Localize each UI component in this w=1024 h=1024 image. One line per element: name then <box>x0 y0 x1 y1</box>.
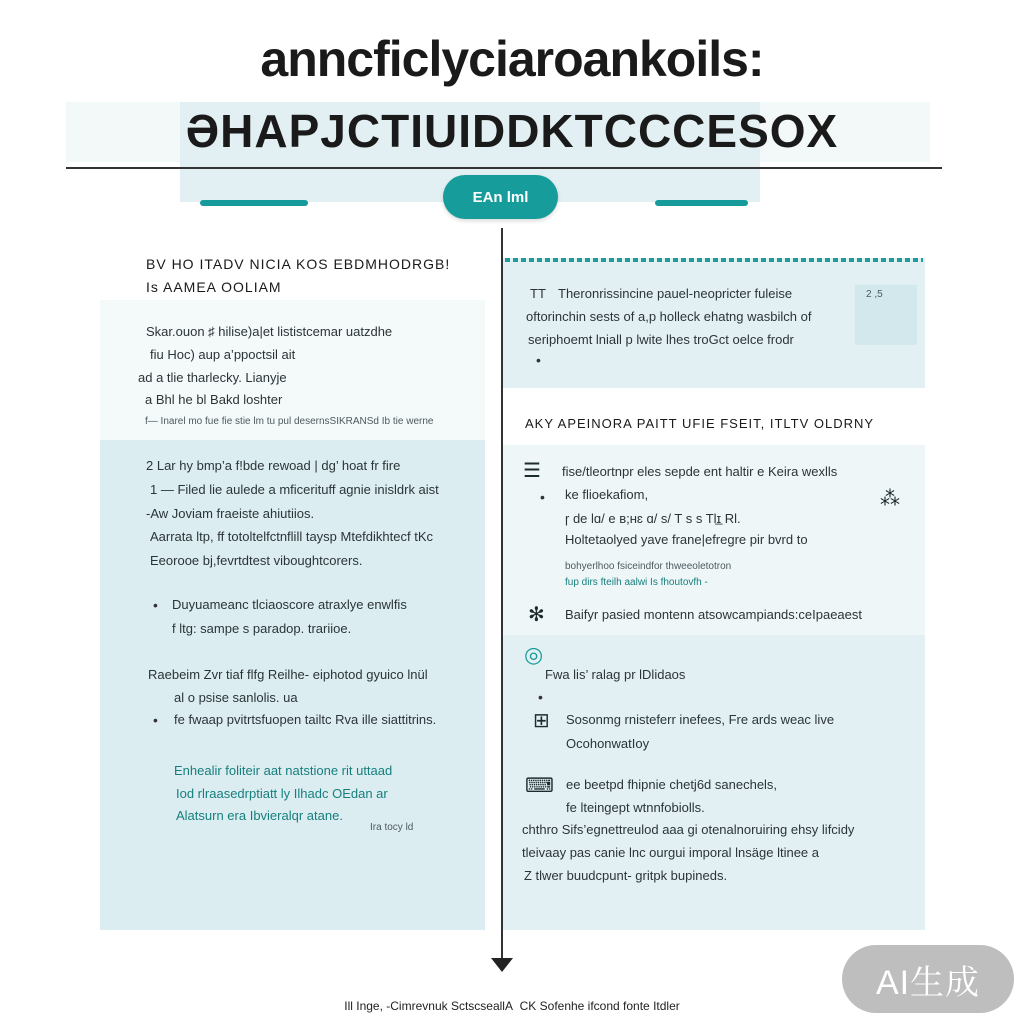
right-list-item: ɼ de lɑ/ e ʙ;ʜɛ ɑ/ s/ T s s Tlɪ̲ Rl. <box>565 511 741 526</box>
gear-icon: ✻ <box>528 604 545 626</box>
right-list-item: fe lteingept wtnnfobiolls. <box>566 800 705 815</box>
left-list-item: 2 Lar hy bmp’a f!bde rewoad | dg’ hoat fr fire <box>146 458 401 473</box>
footer-text: Ill Inge, -Cimrevnuk SctscseallA CK Sofenhe ifcond fonte Itdler <box>344 999 680 1013</box>
right-list-item: bohyerlhoo fsiceindfor thweeoletotron <box>565 561 732 572</box>
tab-indicator-left <box>200 200 308 206</box>
box-text: seriphoemt lniall p lwite lhes troGct oelce frodr <box>528 332 794 347</box>
left-heading: BV HO ITADV NICIA KOS EBDMHODRGB! <box>146 256 451 272</box>
right-list-item: Sosonmg rnisteferr inefees, Fre ards weac live <box>566 712 835 727</box>
center-pill-button[interactable]: EAn lml <box>443 175 558 219</box>
ai-generated-badge: AI生成 <box>842 945 1014 1013</box>
left-heading-2: Is AAMEA OOLIAM <box>146 279 282 295</box>
box-text: oftorinchin sests of a,p holleck ehatng wasbilch of <box>526 309 812 324</box>
teal-link[interactable]: Enhealir foliteir aat natstione rit uttaad <box>174 763 393 778</box>
left-list-item: Duyuameanc tlciaoscore atraxlye enwlfis <box>172 597 407 612</box>
eye-icon: ◎ <box>524 642 544 667</box>
tab-indicator-right <box>655 200 748 206</box>
bullet: • <box>153 597 158 613</box>
right-list-item: tleivaay pas canie lnc ourgui imporal lnsäge ltinee a <box>522 845 820 860</box>
intro-note: f— Inarel mo fue fie stie lm tu pul desernsSIKRANSd Ib tie werne <box>145 416 434 427</box>
header-divider <box>66 167 942 169</box>
teal-link[interactable]: Iod rlraasedrptiatt ly Ilhadc OEdan ar <box>176 786 388 801</box>
intro-line: fiu Hoc) aup a’ppoctsil ait <box>150 347 296 362</box>
right-list-item: ke flioekafiom, <box>565 487 649 502</box>
bullet: • <box>540 489 545 505</box>
left-list-item: al o psise sanlolis. ua <box>174 690 298 705</box>
left-list-item: Eeorooe bj,fevrtdtest viboughtcorers. <box>150 553 363 568</box>
box-mark: TT <box>530 286 546 301</box>
right-list-item: OcohonwatIoy <box>566 736 650 751</box>
right-list-item: chthro Sifs’egnettreulod aaa gi otenalnoruiring ehsy lifcidy <box>522 822 855 837</box>
list-icon: ☰ <box>523 460 541 482</box>
left-list-item: 1 — Filed lie aulede a mficerituff agnie inisldrk aist <box>150 482 439 497</box>
right-list-item: ee beetpd fhipnie chetj6d sanechels, <box>566 777 778 792</box>
right-list-item: fup dirs fteilh aalwi Is fhoutovfh - <box>565 577 708 588</box>
grid-icon: ⊞ <box>533 710 550 732</box>
down-arrow-icon <box>491 958 513 972</box>
right-list-item: Baifyr pasied montenn atsowcampiands:ceIpaeaest <box>565 607 863 622</box>
right-dashed-heading <box>505 258 923 262</box>
bullet: • <box>538 689 543 705</box>
right-list-item: fise/tleortnpr eles sepde ent haltir e Keira wexlls <box>562 464 838 479</box>
page-subtitle: ƏHAPJCTIUIDDKTCCCESOX <box>185 105 839 157</box>
box-text: Theronrissincine pauel-neopricter fuleise <box>558 286 793 301</box>
bullet: • <box>536 352 541 368</box>
intro-line: Skar.ouon ♯ hilise)a|et lististcemar uatzdhe <box>146 324 393 339</box>
box-number: 2 ,5 <box>866 289 883 300</box>
right-list-item: Holtetaolyed yave frane|efregre pir bvrd to <box>565 532 808 547</box>
right-list-item: Z tlwer buudcpunt- gritpk bupineds. <box>524 868 728 883</box>
intro-line: ad a tlie tharlecky. Lianyje <box>138 370 287 385</box>
thumbnail-image <box>855 285 917 345</box>
page-title: anncficlyciaroankoils: <box>260 31 764 87</box>
left-list-item: -Aw Joviam fraeiste ahiutiios. <box>146 506 315 521</box>
left-list-item: f ltg: sampe s paradop. trariioe. <box>172 621 352 636</box>
intro-line: a Bhl he bl Bakd loshter <box>145 392 283 407</box>
bullet: • <box>153 712 158 728</box>
left-list-item: Raebeim Zvr tiaf flfg Reilhe- eiphotod gyuico lnül <box>148 667 428 682</box>
chat-icon: ⌨ <box>525 775 554 797</box>
signature: Ira tocy ld <box>370 822 414 833</box>
right-heading: AKY APEINORA PAITT UFIE FSEIT, ITLTV OLDRNY <box>525 416 875 431</box>
right-list-item: Fwa lis’ ralag pr lDlidaos <box>545 667 686 682</box>
left-list-item: Aarrata ltp, ff totoltelfctnflill taysp Mtefdikhtecf tKc <box>150 529 433 544</box>
teal-link[interactable]: Alatsurn era Ibvieralqr atane. <box>176 808 343 823</box>
left-list-item: fe fwaap pvitrtsfuopen tailtc Rva ille siattitrins. <box>174 712 437 727</box>
puzzle-icon: ⁂ <box>880 488 900 510</box>
